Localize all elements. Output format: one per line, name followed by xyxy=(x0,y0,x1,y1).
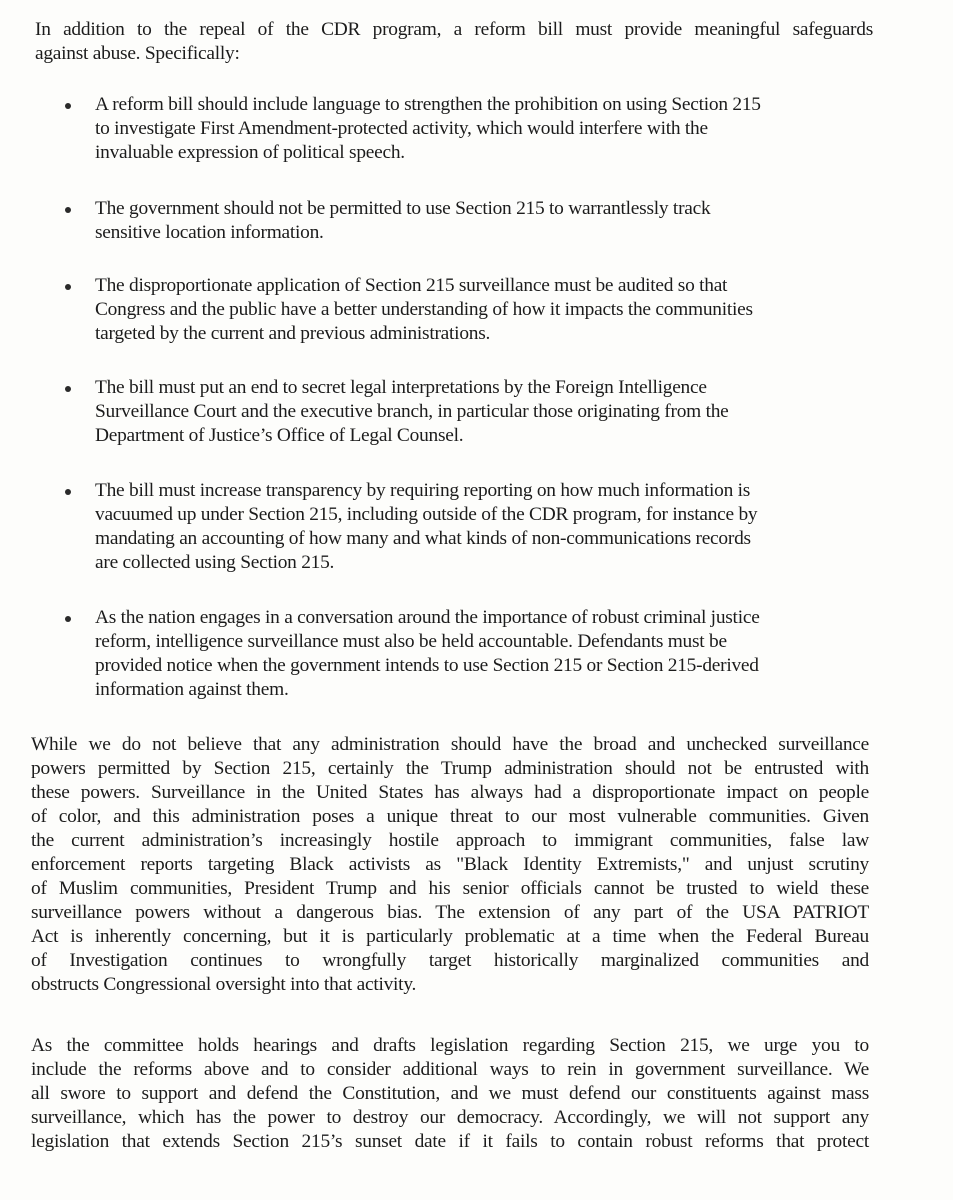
text-line: are collected using Section 215. xyxy=(95,552,335,573)
text-line: As the nation engages in a conversation around the importance of robust criminal justice xyxy=(95,607,760,628)
text-line: As the committee holds hearings and drafts legislation regarding Section 215, we urge you to xyxy=(31,1035,869,1056)
text-line: targeted by the current and previous administrations. xyxy=(95,323,491,344)
text-line: The government should not be permitted to use Section 215 to warrantlessly track xyxy=(95,198,711,219)
trump-administration-paragraph xyxy=(31,733,911,997)
text-line: mandating an accounting of how many and what kinds of non-communications records xyxy=(95,528,751,549)
bullet-text xyxy=(95,274,895,346)
text-line: Department of Justice’s Office of Legal Counsel. xyxy=(95,425,464,446)
bullet-icon xyxy=(65,489,71,495)
text-line: of Muslim communities, President Trump and his senior officials cannot be trusted to wield these xyxy=(31,878,869,899)
text-line: to investigate First Amendment-protected activity, which would interfere with the xyxy=(95,118,708,139)
bullet-icon xyxy=(65,284,71,290)
bullet-text xyxy=(95,479,895,575)
text-line: the current administration’s increasingly hostile approach to immigrant communities, false law xyxy=(31,830,869,851)
text-line: these powers. Surveillance in the United States has always had a disproportionate impact on people xyxy=(31,782,869,803)
bullet-text xyxy=(95,197,895,245)
text-line: Congress and the public have a better understanding of how it impacts the communities xyxy=(95,299,753,320)
bullet-icon xyxy=(65,207,71,213)
text-line: The bill must increase transparency by requiring reporting on how much information is xyxy=(95,480,751,501)
text-line: of color, and this administration poses a unique threat to our most vulnerable communities. Given xyxy=(31,806,869,827)
text-line: legislation that extends Section 215’s sunset date if it fails to contain robust reforms that protect xyxy=(31,1131,869,1152)
committee-urge-paragraph xyxy=(31,1034,911,1154)
text-line: enforcement reports targeting Black activists as "Black Identity Extremists," and unjust scrutiny xyxy=(31,854,869,875)
text-line: Surveillance Court and the executive branch, in particular those originating from the xyxy=(95,401,729,422)
text-line: invaluable expression of political speech. xyxy=(95,142,405,163)
text-line: surveillance, which has the power to destroy our democracy. Accordingly, we will not support any xyxy=(31,1107,869,1128)
text-line: all swore to support and defend the Constitution, and we must defend our constituents against mass xyxy=(31,1083,869,1104)
text-line: include the reforms above and to consider additional ways to rein in government surveillance. We xyxy=(31,1059,869,1080)
bullet-text xyxy=(95,376,895,448)
intro-paragraph xyxy=(35,18,915,66)
text-line: powers permitted by Section 215, certainly the Trump administration should not be entrusted with xyxy=(31,758,869,779)
text-line: sensitive location information. xyxy=(95,222,324,243)
text-line: Act is inherently concerning, but it is particularly problematic at a time when the Federal Bureau xyxy=(31,926,869,947)
bullet-icon xyxy=(65,616,71,622)
text-line: The bill must put an end to secret legal interpretations by the Foreign Intelligence xyxy=(95,377,707,398)
text-line: surveillance powers without a dangerous bias. The extension of any part of the USA PATRIOT xyxy=(31,902,869,923)
text-line: While we do not believe that any administration should have the broad and unchecked surveillance xyxy=(31,734,869,755)
text-line: information against them. xyxy=(95,679,289,700)
text-line: reform, intelligence surveillance must also be held accountable. Defendants must be xyxy=(95,631,727,652)
text-line: of Investigation continues to wrongfully target historically marginalized communities and xyxy=(31,950,869,971)
text-line: provided notice when the government intends to use Section 215 or Section 215-derived xyxy=(95,655,759,676)
text-line: against abuse. Specifically: xyxy=(35,43,240,64)
bullet-icon xyxy=(65,103,71,109)
bullet-text xyxy=(95,606,895,702)
bullet-icon xyxy=(65,386,71,392)
text-line: obstructs Congressional oversight into that activity. xyxy=(31,974,417,995)
bullet-text xyxy=(95,93,895,165)
text-line: In addition to the repeal of the CDR program, a reform bill must provide meaningful safeguards xyxy=(35,19,873,40)
text-line: vacuumed up under Section 215, including outside of the CDR program, for instance by xyxy=(95,504,758,525)
text-line: A reform bill should include language to strengthen the prohibition on using Section 215 xyxy=(95,94,761,115)
text-line: The disproportionate application of Section 215 surveillance must be audited so that xyxy=(95,275,728,296)
